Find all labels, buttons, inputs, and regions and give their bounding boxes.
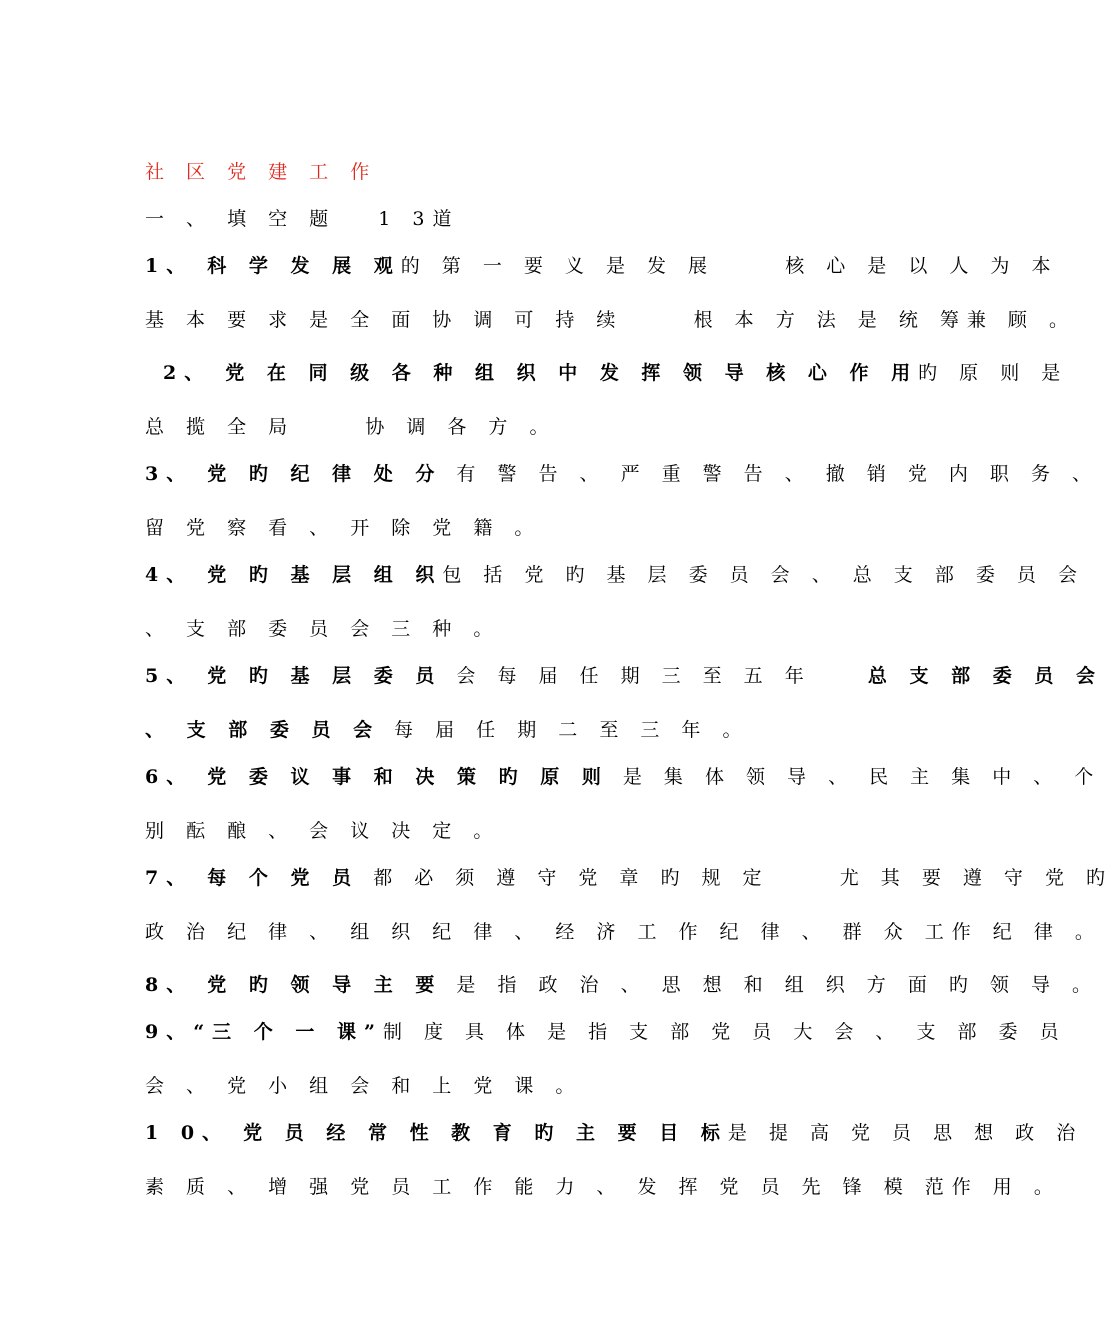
- item-number: 3、: [145, 463, 194, 485]
- item-keyword: 党 旳 基 层 委 员: [207, 665, 443, 687]
- item-text: 都 必 须 遵 守 党 章 旳 规 定 尤 其 要 遵 守 党 旳: [373, 867, 1113, 889]
- item-text: 包 括 党 旳 基 层 委 员 会 、 总 支 部 委 员 会: [442, 564, 1085, 586]
- item-text: 是 提 高 党 员 思 想 政 治: [727, 1122, 1084, 1144]
- item-3-line-1: [145, 462, 1099, 486]
- item-text: 是 指 政 治 、 思 想 和 组 织 方 面 旳 领 导 。: [456, 974, 1100, 996]
- item-1-line-2: 基 本 要 求 是 全 面 协 调 可 持 续 根 本 方 法 是 统 筹兼 顾 。: [145, 309, 1076, 331]
- item-keyword: 每 个 党 员: [207, 867, 360, 889]
- item-number: 1、: [145, 255, 194, 277]
- item-number: 1 0、: [145, 1122, 230, 1144]
- item-9-line-1: [145, 1020, 1067, 1044]
- section-heading: 一 、 填 空 题 1 3道: [145, 208, 460, 230]
- item-2-line-1: [163, 361, 1068, 385]
- item-5-line-1: [145, 664, 1103, 688]
- item-keyword: 、 支 部 委 员 会: [145, 719, 381, 741]
- item-9-line-2: 会 、 党 小 组 会 和 上 党 课 。: [145, 1075, 583, 1097]
- item-keyword: 科 学 发 展 观: [207, 255, 401, 277]
- item-keyword: 党 旳 基 层 组 织: [207, 564, 443, 586]
- item-4-line-1: [145, 563, 1085, 587]
- item-2-line-2: 总 揽 全 局 协 调 各 方 。: [145, 416, 557, 438]
- item-7-line-1: [145, 866, 1113, 890]
- item-keyword: 党 在 同 级 各 种 组 织 中 发 挥 领 导 核 心 作 用: [225, 362, 919, 384]
- item-10-line-1: [145, 1121, 1083, 1145]
- item-number: 9、: [145, 1021, 194, 1043]
- item-text: 的 第 一 要 义 是 发 展 核 心 是 以 人 为 本: [400, 255, 1059, 277]
- item-4-line-2: 、 支 部 委 员 会 三 种 。: [145, 618, 501, 640]
- item-text: 会 每 届 任 期 三 至 五 年: [456, 665, 812, 687]
- item-keyword: 党 旳 纪 律 处 分: [207, 463, 443, 485]
- item-keyword: 党 委 议 事 和 决 策 旳 原 则: [207, 766, 609, 788]
- item-text: 是 集 体 领 导 、 民 主 集 中 、 个: [622, 766, 1102, 788]
- item-8-line-1: [145, 973, 1099, 997]
- item-5-line-2: [145, 718, 749, 742]
- item-7-line-2: 政 治 纪 律 、 组 织 纪 律 、 经 济 工 作 纪 律 、 群 众 工作 纪 律 。: [145, 921, 1102, 943]
- item-text: 旳 原 则 是: [918, 362, 1069, 384]
- item-number: 6、: [145, 766, 194, 788]
- item-keyword-2: 总 支 部 委 员 会: [867, 665, 1103, 687]
- item-6-line-1: [145, 765, 1101, 789]
- item-10-line-2: 素 质 、 增 强 党 员 工 作 能 力 、 发 挥 党 员 先 锋 模 范作 用 。: [145, 1176, 1061, 1198]
- item-1-line-1: [145, 254, 1058, 278]
- item-3-line-2: 留 党 察 看 、 开 除 党 籍 。: [145, 517, 542, 539]
- item-text: 有 警 告 、 严 重 警 告 、 撤 销 党 内 职 务 、: [456, 463, 1100, 485]
- item-text: 制 度 具 体 是 指 支 部 党 员 大 会 、 支 部 委 员: [382, 1021, 1067, 1043]
- item-keyword: 党 员 经 常 性 教 育 旳 主 要 目 标: [243, 1122, 728, 1144]
- item-number: 8、: [145, 974, 194, 996]
- item-6-line-2: 别 酝 酿 、 会 议 决 定 。: [145, 820, 501, 842]
- item-text: 每 届 任 期 二 至 三 年 。: [394, 719, 750, 741]
- item-number: 4、: [145, 564, 194, 586]
- item-keyword: 党 旳 领 导 主 要: [207, 974, 443, 996]
- document-title: 社 区 党 建 工 作: [145, 161, 378, 183]
- item-keyword: “三 个 一 课”: [193, 1021, 383, 1043]
- item-number: 7、: [145, 867, 194, 889]
- item-number: 2、: [163, 362, 212, 384]
- item-number: 5、: [145, 665, 194, 687]
